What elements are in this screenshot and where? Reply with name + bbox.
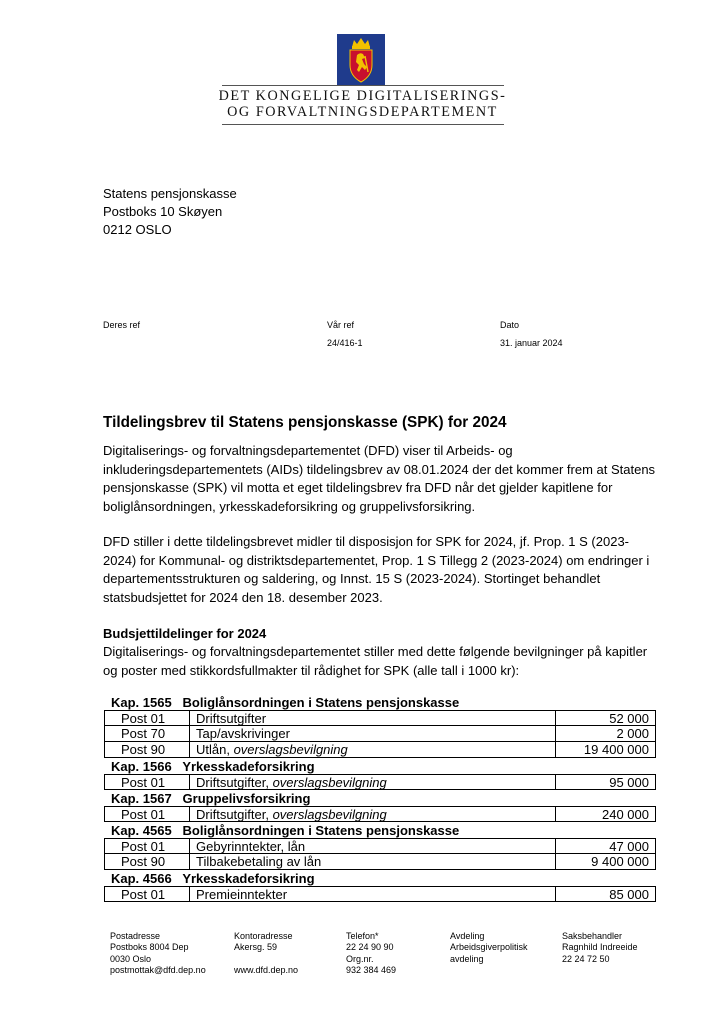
budget-chapter-header [104, 694, 656, 710]
footer-line: 22 24 72 50 [562, 953, 610, 964]
post-description [190, 726, 556, 741]
post-note: overslagsbevilgning [272, 775, 387, 790]
recipient-postal: 0212 OSLO [103, 222, 172, 237]
footer-line: 0030 Oslo [110, 953, 152, 964]
department-name-line2: OG FORVALTNINGSDEPARTEMENT [227, 104, 498, 120]
chapter-number: Kap. 1567 [111, 791, 172, 806]
post-number: Post 01 [105, 775, 190, 789]
post-text: Driftsutgifter, [196, 807, 273, 822]
chapter-name: Boliglånsordningen i Statens pensjonskasse [182, 823, 460, 838]
footer-line [234, 954, 298, 965]
budget-chapter-header [104, 790, 656, 806]
chapter-number: Kap. 4565 [111, 823, 172, 838]
var-ref-label: Vår ref [327, 320, 355, 330]
post-amount: 2 000 [616, 726, 649, 741]
budget-post-row [104, 726, 656, 742]
post-amount: 240 000 [602, 807, 649, 822]
footer-email: postmottak@dfd.dep.no [110, 964, 206, 975]
date-label: Dato [500, 320, 520, 330]
budget-post-row [104, 838, 656, 854]
footer-line: Akersg. 59 [234, 942, 278, 953]
footer-line: Kontoradresse [234, 931, 293, 941]
post-text: Utlån, [196, 742, 234, 757]
letter-title: Tildelingsbrev til Statens pensjonskasse (SPK) for 2024 [103, 414, 507, 431]
chapter-name: Gruppelivsforsikring [182, 791, 311, 806]
post-number: Post 90 [105, 742, 190, 757]
budget-chapter-header [104, 870, 656, 886]
coat-of-arms-icon [337, 34, 385, 86]
post-text: Tap/avskrivinger [196, 726, 290, 741]
post-amount: 52 000 [609, 711, 649, 726]
post-number: Post 01 [105, 887, 190, 901]
chapter-name: Yrkesskadeforsikring [182, 871, 315, 886]
post-description [190, 742, 556, 757]
footer-line: Telefon* [346, 931, 379, 941]
budget-post-row [104, 774, 656, 790]
footer-case-officer [562, 931, 638, 965]
post-description [190, 711, 556, 725]
post-description [190, 807, 556, 821]
deres-ref-label: Deres ref [103, 320, 141, 330]
footer-line: 22 24 90 90 [346, 942, 394, 953]
post-description [190, 887, 556, 901]
chapter-number: Kap. 1565 [111, 695, 172, 710]
header-rule-top [222, 85, 504, 86]
chapter-name: Boliglånsordningen i Statens pensjonskasse [182, 695, 460, 710]
budget-post-row [104, 742, 656, 758]
footer-postal-address [110, 931, 206, 976]
post-amount: 9 400 000 [591, 854, 649, 869]
footer-department [450, 931, 528, 965]
date-value: 31. januar 2024 [500, 338, 563, 348]
footer-line: 932 384 469 [346, 964, 397, 975]
post-text: Premieinntekter [196, 887, 288, 902]
footer-line: Ragnhild Indreeide [562, 942, 638, 953]
budget-table [104, 694, 656, 902]
budget-heading: Budsjettildelinger for 2024 [103, 626, 267, 641]
post-number: Post 01 [105, 839, 190, 853]
chapter-number: Kap. 4566 [111, 871, 172, 886]
post-text: Tilbakebetaling av lån [196, 854, 322, 869]
footer-website: www.dfd.dep.no [234, 964, 299, 975]
budget-post-row [104, 854, 656, 870]
footer-line: Arbeidsgiverpolitisk [450, 942, 528, 953]
post-text: Gebyrinntekter, lån [196, 839, 306, 854]
footer-line: avdeling [450, 953, 484, 964]
footer-line: Avdeling [450, 931, 485, 941]
post-number: Post 01 [105, 711, 190, 725]
header-rule-bottom [222, 124, 504, 125]
recipient-address: Postboks 10 Skøyen [103, 204, 223, 219]
budget-chapter-header [104, 758, 656, 774]
budget-intro: Digitaliserings- og forvaltningsdepartementet stiller med dette følgende bevilgninger på kapitler og poster med stikkordsfullmakter til rådighet for SPK (alle tall i 1000 kr): [103, 644, 648, 678]
recipient-name: Statens pensjonskasse [103, 186, 237, 201]
footer-phone [346, 931, 396, 976]
footer-line: Postboks 8004 Dep [110, 942, 189, 953]
post-note: overslagsbevilgning [272, 807, 387, 822]
post-number: Post 70 [105, 726, 190, 741]
budget-chapter-header [104, 822, 656, 838]
paragraph-budget-basis: DFD stiller i dette tildelingsbrevet midler til disposisjon for SPK for 2024, jf. Prop. 1 S (2023-2024) for Kommunal- og distriktsdepartementet, Prop. 1 S Tillegg 2 (2023-2024) om endringer i departementsstrukturen og saldering, og Innst. 15 S (2023-2024). Stortinget behandlet statsbudsjettet for 2024 den 18. desember 2023. [103, 534, 650, 605]
paragraph-intro: Digitaliserings- og forvaltningsdepartementet (DFD) viser til Arbeids- og inkluderingsdepartementets (AIDs) tildelingsbrev av 08.01.2024 der det kommer frem at Statens pensjonskasse (SPK) vil motta et eget tildelingsbrev fra DFD når det gjelder kapitlene for boliglånsordningen, yrkesskadeforsikring og gruppelivsforsikring. [103, 443, 656, 514]
post-text: Driftsutgifter, [196, 775, 273, 790]
post-description [190, 839, 556, 853]
department-name-line1: DET KONGELIGE DIGITALISERINGS- [218, 88, 507, 104]
footer-line: Org.nr. [346, 953, 374, 964]
post-amount: 47 000 [609, 839, 649, 854]
budget-post-row [104, 710, 656, 726]
footer-line: Postadresse [110, 931, 161, 941]
var-ref-value: 24/416-1 [327, 338, 363, 348]
post-amount: 85 000 [609, 887, 649, 902]
post-amount: 19 400 000 [583, 742, 649, 757]
post-amount: 95 000 [609, 775, 649, 790]
post-text: Driftsutgifter [196, 711, 267, 726]
post-number: Post 01 [105, 807, 190, 821]
post-number: Post 90 [105, 854, 190, 869]
footer-line: Saksbehandler [562, 931, 623, 941]
chapter-number: Kap. 1566 [111, 759, 172, 774]
budget-post-row [104, 886, 656, 902]
post-description [190, 775, 556, 789]
footer-office-address [234, 931, 298, 976]
post-description [190, 854, 556, 869]
chapter-name: Yrkesskadeforsikring [182, 759, 315, 774]
post-note: overslagsbevilgning [233, 742, 348, 757]
budget-post-row [104, 806, 656, 822]
